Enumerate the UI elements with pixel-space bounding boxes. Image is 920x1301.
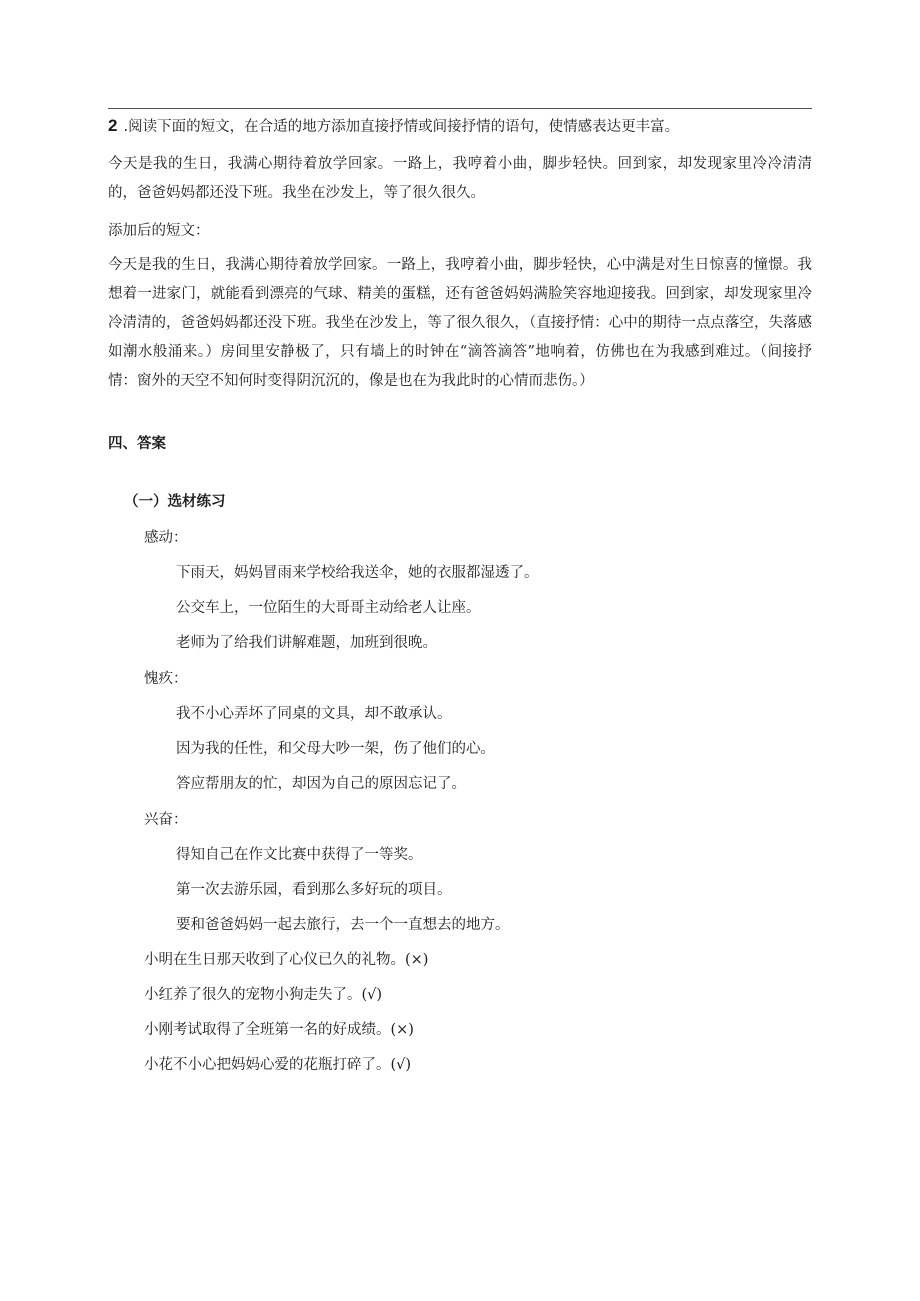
category-label: 愧疚：: [144, 671, 188, 687]
judgement-item: 小花不小心把妈妈心爱的花瓶打碎了。(√): [144, 1057, 412, 1073]
list-item: 第一次去游乐园，看到那么多好玩的项目。: [176, 882, 452, 898]
subsection-title: （一）选材练习: [124, 494, 226, 510]
judgement-item: 小刚考试取得了全班第一名的好成绩。(×): [144, 1022, 414, 1038]
after-label: 添加后的短文：: [108, 223, 210, 239]
section-title: 四、答案: [108, 436, 166, 452]
question-prompt: [108, 114, 812, 139]
category-label: 感动：: [144, 530, 188, 546]
list-item: 答应帮朋友的忙，却因为自己的原因忘记了。: [176, 776, 466, 792]
list-item: 我不小心弄坏了同桌的文具，却不敢承认。: [176, 706, 452, 722]
judgement-item: 小红养了很久的宠物小狗走失了。(√): [144, 987, 383, 1003]
judgement-item: 小明在生日那天收到了心仪已久的礼物。(×): [144, 952, 429, 968]
list-item: 老师为了给我们讲解难题，加班到很晚。: [176, 635, 437, 651]
category-group-guilt: [108, 667, 812, 796]
list-item: 要和爸爸妈妈一起去旅行，去一个一直想去的地方。: [176, 917, 510, 933]
question-number: 2: [108, 116, 118, 135]
top-divider: [108, 108, 812, 109]
list-item: 公交车上，一位陌生的大哥哥主动给老人让座。: [176, 600, 481, 616]
original-passage: 今天是我的生日，我满心期待着放学回家。一路上，我哼着小曲，脚步轻快。回到家，却发现家里冷冷清清的，爸爸妈妈都还没下班。我坐在沙发上，等了很久很久。: [108, 156, 812, 201]
revised-passage: 今天是我的生日，我满心期待着放学回家。一路上，我哼着小曲，脚步轻快，心中满是对生日惊喜的憧憬。我想着一进家门，就能看到漂亮的气球、精美的蛋糕，还有爸爸妈妈满脸笑容地迎接我。回到家，却发现家里冷冷清清的，爸爸妈妈都还没下班。我坐在沙发上，等了很久很久，（直接抒情：心中的期待一点点落空，失落感如潮水般涌来。）房间里安静极了，只有墙上的时钟在“滴答滴答”地响着，仿佛也在为我感到难过。（间接抒情：窗外的天空不知何时变得阴沉沉的，像是也在为我此时的心情而悲伤。）: [108, 257, 812, 389]
list-item: 得知自己在作文比赛中获得了一等奖。: [176, 847, 423, 863]
question-text: .阅读下面的短文，在合适的地方添加直接抒情或间接抒情的语句，使情感表达更丰富。: [123, 119, 680, 135]
list-item: 下雨天，妈妈冒雨来学校给我送伞，她的衣服都湿透了。: [176, 565, 539, 581]
list-item: 因为我的任性，和父母大吵一架，伤了他们的心。: [176, 741, 495, 757]
category-group-moved: [108, 526, 812, 655]
category-group-excited: [108, 808, 812, 937]
document-body: [108, 114, 812, 1077]
category-label: 兴奋：: [144, 812, 188, 828]
